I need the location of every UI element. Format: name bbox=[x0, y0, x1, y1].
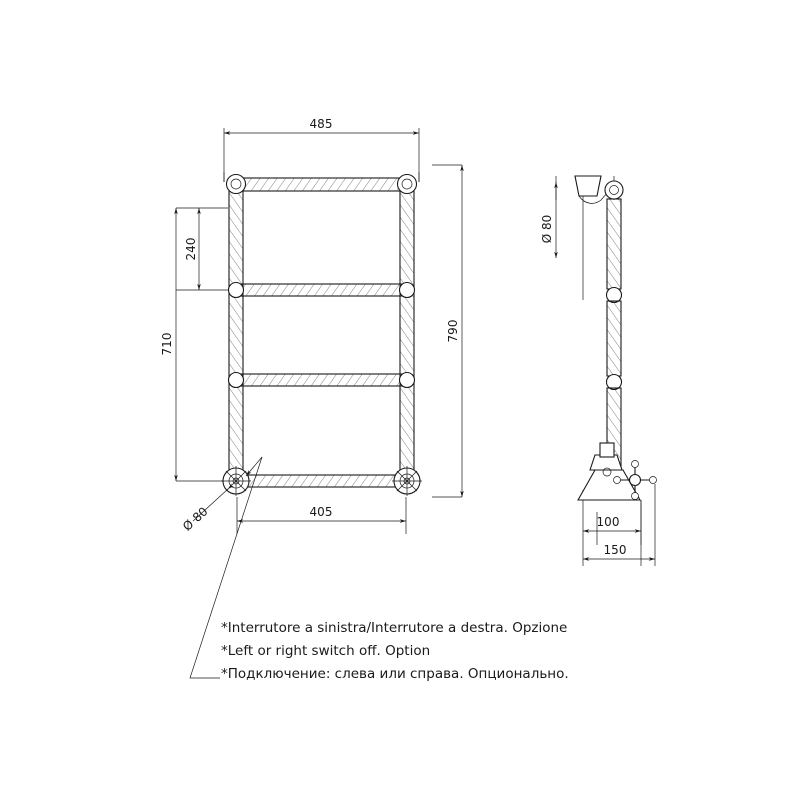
note-line-1: *Interrutore a sinistra/Interrutore a destra. Opzione bbox=[221, 620, 568, 636]
dimension-485-label: 485 bbox=[309, 117, 333, 131]
dimension-710 bbox=[160, 208, 176, 481]
dimension-front-diameter bbox=[180, 489, 228, 534]
note-line-3: *Подключение: слева или справа. Опционально. bbox=[221, 666, 569, 682]
dimension-side-diameter-label: Ø 80 bbox=[540, 214, 554, 244]
side-extension-lines bbox=[556, 176, 641, 566]
notes-block bbox=[221, 620, 569, 682]
dimension-front-diameter-label: Ø 80 bbox=[180, 504, 211, 534]
dimension-790-label: 790 bbox=[446, 319, 460, 343]
dimension-405-label: 405 bbox=[309, 505, 333, 519]
front-frame bbox=[221, 175, 422, 497]
dimension-side-diameter bbox=[540, 182, 556, 258]
valve-right bbox=[392, 466, 422, 496]
dimension-405 bbox=[237, 505, 406, 521]
dimension-240-label: 240 bbox=[184, 237, 198, 261]
dimension-100 bbox=[583, 515, 641, 531]
dimension-240 bbox=[184, 208, 199, 290]
dimension-790 bbox=[446, 165, 462, 497]
dimension-150-label: 150 bbox=[603, 543, 627, 557]
dimension-710-label: 710 bbox=[160, 332, 174, 356]
note-line-2: *Left or right switch off. Option bbox=[221, 643, 431, 659]
dimension-100-label: 100 bbox=[596, 515, 620, 529]
side-view bbox=[575, 176, 657, 500]
dimension-485 bbox=[224, 117, 419, 133]
